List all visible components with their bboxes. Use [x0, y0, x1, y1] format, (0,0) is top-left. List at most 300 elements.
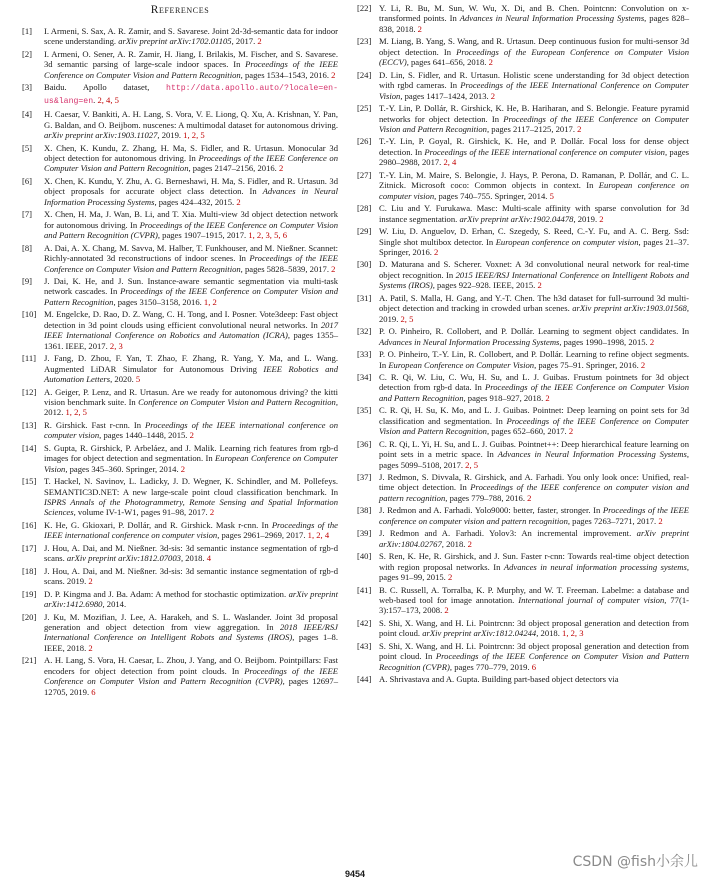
- reference-entry: [22, 243, 338, 274]
- venue-title: International journal of computer vision: [518, 595, 665, 606]
- backref-page-link[interactable]: 2: [658, 515, 663, 526]
- reference-segment: .: [93, 94, 98, 105]
- venue-title: Proceedings of the European Conference on Computer Vision (ECCV): [379, 46, 689, 68]
- reference-segment: J. Redmon and A. Farhadi. Yolo9000: better, faster, stronger. In: [379, 505, 603, 516]
- reference-segment: , pages 828–838, 2018.: [379, 13, 689, 34]
- reference-segment: , pages 21–37. Springer, 2016.: [379, 236, 689, 257]
- venue-title: arXiv preprint arXiv:1702.01105: [118, 36, 232, 47]
- reference-segment: , pages 1355–1361. IEEE, 2017.: [44, 330, 338, 351]
- reference-number: [3]: [22, 82, 33, 93]
- backref-page-link[interactable]: 2: [236, 196, 241, 207]
- reference-segment: A. Shrivastava and A. Gupta. Building part-based object detectors via: [379, 674, 619, 685]
- reference-number: [33]: [357, 349, 372, 360]
- reference-segment: C. Liu and Y. Furukawa. Masc: Multi-scale affinity with sparse convolution for 3d instance segmentation.: [379, 203, 689, 224]
- backref-page-link[interactable]: 2: [331, 263, 336, 274]
- reference-entry: [357, 170, 689, 201]
- reference-segment: , 2018.: [441, 538, 468, 549]
- venue-title: Conference on Computer Vision and Pattern Recognition: [138, 396, 336, 407]
- reference-text: [44, 612, 338, 654]
- reference-text: [44, 655, 338, 697]
- venue-title: Proceedings of the IEEE international conference on computer vision: [424, 146, 665, 157]
- venue-title: European conference on computer vision: [379, 180, 689, 201]
- reference-segment: X. Chen, H. Ma, J. Wan, B. Li, and T. Xia. Multi-view 3d object detection network for autonomous driving. In: [44, 209, 338, 230]
- reference-number: [6]: [22, 175, 33, 186]
- backref-page-link[interactable]: 2: [649, 336, 655, 347]
- venue-title: Proceedings of the IEEE Conference on Computer Vision and Pattern Recognition: [379, 382, 689, 403]
- reference-segment: , 2018.: [536, 628, 563, 639]
- reference-segment: , pages 12697–12705, 2019.: [44, 676, 338, 697]
- reference-number: [28]: [357, 203, 372, 214]
- reference-entry: [357, 103, 689, 134]
- backref-page-link[interactable]: 1, 2, 4: [307, 530, 330, 541]
- reference-number: [4]: [22, 109, 33, 120]
- reference-number: [30]: [357, 259, 372, 270]
- backref-page-link[interactable]: 2: [189, 430, 194, 441]
- reference-entry: [22, 209, 338, 240]
- reference-entry: [22, 309, 338, 351]
- url-link[interactable]: http://data.apollo.auto/?locale=en-us&lang=en: [44, 84, 338, 106]
- backref-page-link[interactable]: 2, 4: [443, 157, 457, 168]
- reference-entry: [357, 349, 689, 370]
- backref-page-link[interactable]: 1, 2, 3: [562, 628, 584, 639]
- reference-number: [8]: [22, 242, 33, 253]
- venue-title: Proceedings of the IEEE Conference on Computer Vision and Pattern Recognition: [379, 415, 689, 437]
- backref-page-link[interactable]: 4: [206, 553, 212, 564]
- reference-text: [379, 372, 689, 403]
- backref-page-link[interactable]: 1, 2: [203, 296, 217, 307]
- backref-page-link[interactable]: 2: [257, 36, 262, 47]
- reference-entry: [22, 443, 338, 474]
- reference-segment: S. Shi, X. Wang, and H. Li. Pointrcnn: 3d object proposal generation and detection from point cloud. In: [379, 640, 689, 662]
- backref-page-link[interactable]: 6: [531, 661, 537, 672]
- venue-title: European conference on computer vision: [495, 236, 639, 247]
- reference-text: [379, 226, 689, 257]
- reference-segment: A. Geiger, P. Lenz, and R. Urtasun. Are we ready for autonomous driving? the kitti vision benchmark suite. In: [44, 386, 338, 407]
- reference-number: [35]: [357, 405, 372, 416]
- reference-segment: I. Armeni, S. Sax, A. R. Zamir, and S. Savarese. Joint 2d-3d-semantic data for indoor scene understanding.: [44, 26, 338, 47]
- backref-page-link[interactable]: 2: [545, 392, 550, 403]
- reference-segment: T.-Y. Lin, P. Goyal, R. Girshick, K. He, and P. Dollár. Focal loss for dense object detection. In: [379, 136, 689, 157]
- backref-page-link[interactable]: 2, 5: [465, 459, 479, 470]
- reference-text: [379, 70, 689, 101]
- venue-title: Proceedings of the IEEE conference on computer vision and pattern recognition: [379, 505, 689, 526]
- reference-entry: [357, 472, 689, 503]
- venue-title: Proceedings of the IEEE conference on computer vision and pattern recognition: [379, 482, 689, 503]
- venue-title: ISPRS Annals of the Photogrammetry, Remote Sensing and Spatial Information Sciences: [44, 497, 338, 518]
- reference-number: [18]: [22, 565, 37, 576]
- reference-number: [20]: [22, 611, 37, 622]
- reference-segment: T.-Y. Lin, P. Dollár, R. Girshick, K. He, B. Hariharan, and S. Belongie. Feature pyramid networks for object detection. In: [379, 103, 689, 124]
- backref-page-link[interactable]: 2: [527, 492, 532, 503]
- reference-segment: S. Shi, X. Wang, and H. Li. Pointrcnn: 3d object proposal generation and detection from point cloud.: [379, 617, 689, 639]
- references-right-column: [357, 3, 689, 687]
- reference-segment: , pages 2980–2988, 2017.: [379, 146, 689, 168]
- reference-entry: [22, 612, 338, 654]
- reference-segment: J. Redmon, S. Divvala, R. Girshick, and A. Farhadi. You only look once: Unified, real-time object detection. In: [379, 472, 689, 493]
- reference-segment: , pages 5828–5839, 2017.: [240, 263, 332, 274]
- reference-segment: P. O. Pinheiro, R. Collobert, and P. Dollár. Learning to segment object candidates. In: [379, 326, 689, 337]
- backref-page-link[interactable]: 2: [209, 507, 215, 518]
- reference-entry: [357, 528, 689, 549]
- reference-segment: R. Girshick. Fast r-cnn. In: [44, 419, 145, 430]
- reference-segment: K. He, G. Gkioxari, P. Dollár, and R. Girshick. Mask r-cnn. In: [44, 519, 272, 530]
- reference-text: [44, 209, 338, 240]
- reference-segment: I. Armeni, O. Sener, A. R. Zamir, H. Jiang, I. Brilakis, M. Fischer, and S. Savarese. 3d semantic parsing of large-scale indoor spaces. In: [44, 48, 338, 70]
- reference-segment: W. Liu, D. Anguelov, D. Erhan, C. Szegedy, S. Reed, C.-Y. Fu, and A. C. Berg. Ssd: Single shot multibox detector. In: [379, 226, 689, 247]
- reference-segment: , volume IV-1-W1, pages 91–98, 2017.: [73, 507, 210, 518]
- backref-page-link[interactable]: 2: [447, 572, 453, 583]
- reference-number: [12]: [22, 386, 37, 397]
- backref-page-link[interactable]: 2, 5: [400, 313, 414, 324]
- reference-segment: D. Lin, S. Fidler, and R. Urtasun. Holistic scene understanding for 3d object detection with rgbd cameras. In: [379, 69, 689, 91]
- reference-segment: B. C. Russell, A. Torralba, K. P. Murphy, and W. T. Freeman. Labelme: a database and web-based tool for image annotation.: [379, 584, 689, 606]
- reference-segment: , 2019.: [379, 303, 689, 324]
- reference-number: [23]: [357, 36, 372, 47]
- reference-segment: , pages 1907–1915, 2017.: [157, 230, 249, 241]
- reference-number: [29]: [357, 226, 372, 237]
- reference-segment: X. Chen, K. Kundu, Z. Zhang, H. Ma, S. Fidler, and R. Urtasun. Monocular 3d object detection for autonomous driving. In: [44, 142, 338, 163]
- reference-entry: [22, 566, 338, 587]
- backref-page-link[interactable]: 2: [640, 359, 646, 370]
- reference-text: [379, 136, 689, 167]
- reference-segment: X. Chen, K. Kundu, Y. Zhu, A. G. Berneshawi, H. Ma, S. Fidler, and R. Urtasun. 3d object proposals for accurate object class detection. In: [44, 175, 338, 197]
- reference-text: [379, 349, 689, 370]
- reference-number: [19]: [22, 588, 37, 599]
- venue-title: arXiv preprint arXiv:1812.07003: [66, 553, 181, 564]
- backref-page-link[interactable]: 2: [488, 57, 493, 68]
- backref-page-link[interactable]: 2: [568, 426, 574, 437]
- backref-page-link[interactable]: 2, 3: [109, 340, 123, 351]
- reference-segment: , pages 770–779, 2019.: [449, 661, 532, 672]
- backref-page-link[interactable]: 2: [444, 605, 449, 616]
- backref-page-link[interactable]: 6: [91, 686, 96, 697]
- reference-segment: A. Dai, A. X. Chang, M. Savva, M. Halber, T. Funkhouser, and M. Nießner. Scannet: Richly-annotated 3d reconstructions of indoor scenes. In: [44, 242, 338, 264]
- venue-title: Proceedings of the IEEE international conference on computer vision: [44, 519, 338, 541]
- references-heading: References: [150, 4, 210, 16]
- reference-entry: [357, 405, 689, 436]
- reference-entry: [22, 143, 338, 174]
- reference-segment: S. Gupta, R. Girshick, P. Arbeláez, and J. Malik. Learning rich features from rgb-d images for object detection and segmentation. In: [44, 442, 338, 464]
- reference-entry: [22, 26, 338, 47]
- reference-text: [379, 326, 689, 347]
- reference-list-left: [22, 26, 338, 697]
- reference-segment: M. Engelcke, D. Rao, D. Z. Wang, C. H. Tong, and I. Posner. Vote3deep: Fast object detection in 3d point clouds using efficient convolutional neural networks. In: [44, 309, 338, 330]
- reference-number: [40]: [357, 551, 372, 562]
- venue-title: Proceedings of the IEEE Conference on Computer Vision and Pattern Recognition (CVPR): [44, 219, 338, 241]
- reference-text: [44, 387, 338, 418]
- reference-number: [36]: [357, 438, 372, 449]
- backref-page-link[interactable]: 2, 4, 5: [97, 94, 119, 105]
- reference-entry: [357, 36, 689, 67]
- reference-text: [44, 566, 338, 587]
- reference-text: [379, 293, 689, 324]
- reference-segment: S. Ren, K. He, R. Girshick, and J. Sun. Faster r-cnn: Towards real-time object detection with region proposal networks. In: [379, 551, 689, 572]
- reference-text: [379, 3, 689, 34]
- venue-title: 2018 IEEE/RSJ International Conference on Intelligent Robots and Systems (IROS): [44, 622, 338, 643]
- backref-page-link[interactable]: 2: [577, 123, 582, 134]
- reference-entry: [22, 387, 338, 418]
- reference-text: [379, 618, 689, 639]
- reference-segment: C. R. Qi, H. Su, K. Mo, and L. J. Guibas. Pointnet: Deep learning on point sets for 3d classification and segmentation. In: [379, 405, 689, 426]
- reference-segment: , pages 641–656, 2018.: [406, 57, 489, 68]
- reference-text: [379, 472, 689, 503]
- reference-entry: [357, 618, 689, 639]
- reference-number: [2]: [22, 48, 33, 59]
- reference-entry: [357, 70, 689, 101]
- reference-number: [32]: [357, 326, 372, 337]
- venue-title: Advances in Neural Information Processing Systems: [379, 336, 560, 347]
- reference-segment: , pages 424–432, 2015.: [154, 196, 237, 207]
- reference-number: [44]: [357, 674, 372, 685]
- reference-segment: , 2020.: [110, 374, 136, 385]
- reference-entry: [22, 520, 338, 541]
- reference-entry: [22, 353, 338, 384]
- venue-title: 2015 IEEE/RSJ International Conference on Intelligent Robots and Systems (IROS): [379, 269, 690, 291]
- reference-text: [44, 543, 338, 564]
- reference-number: [38]: [357, 505, 372, 516]
- reference-number: [37]: [357, 472, 372, 483]
- reference-entry: [357, 551, 689, 582]
- reference-number: [27]: [357, 169, 372, 180]
- reference-text: [44, 443, 338, 474]
- reference-text: [44, 309, 338, 351]
- backref-page-link[interactable]: 2: [467, 538, 472, 549]
- venue-title: arXiv preprint arXiv:1902.04478: [459, 213, 574, 224]
- reference-segment: , pages 2961–2969, 2017.: [217, 530, 308, 541]
- reference-segment: J. Dai, K. He, and J. Sun. Instance-aware semantic segmentation via multi-task network cascades. In: [44, 275, 338, 297]
- reference-entry: [357, 259, 689, 290]
- reference-number: [22]: [357, 3, 372, 13]
- reference-entry: [357, 641, 689, 672]
- reference-number: [39]: [357, 528, 372, 539]
- reference-text: [379, 259, 689, 290]
- reference-segment: , pages 1417–1424, 2013.: [400, 90, 491, 101]
- reference-text: [44, 476, 338, 518]
- reference-segment: , pages 1990–1998, 2015.: [559, 336, 650, 347]
- reference-text: [379, 103, 689, 134]
- reference-segment: , pages 922–928. IEEE, 2015.: [432, 280, 538, 291]
- reference-list-right: [357, 3, 689, 685]
- reference-entry: [357, 136, 689, 167]
- reference-number: [16]: [22, 519, 37, 530]
- reference-segment: , pages 7263–7271, 2017.: [567, 515, 659, 526]
- backref-page-link[interactable]: 2: [88, 642, 93, 653]
- reference-number: [13]: [22, 419, 37, 430]
- backref-page-link[interactable]: 2: [278, 163, 284, 174]
- backref-page-link[interactable]: 2: [331, 69, 336, 80]
- reference-entry: [357, 226, 689, 257]
- backref-page-link[interactable]: 2: [490, 90, 496, 101]
- csdn-watermark: CSDN @fish小余儿: [572, 854, 698, 870]
- reference-segment: , pages 740–755. Springer, 2014.: [434, 190, 550, 201]
- reference-text: [44, 520, 338, 541]
- reference-text: [44, 176, 338, 207]
- reference-segment: , pages 91–99, 2015.: [379, 561, 689, 583]
- reference-segment: J. Redmon and A. Farhadi. Yolov3: An incremental improvement.: [379, 528, 637, 539]
- reference-text: [379, 203, 689, 224]
- reference-number: [1]: [22, 26, 33, 36]
- reference-segment: J. Hou, A. Dai, and M. Nießner. 3d-sis: 3d semantic instance segmentation of rgb-d scans. 2019.: [44, 565, 338, 587]
- reference-entry: [22, 476, 338, 518]
- venue-title: arXiv preprint arXiv:1804.02767: [379, 528, 690, 549]
- backref-page-link[interactable]: 1, 2, 5: [65, 407, 87, 418]
- reference-text: [379, 585, 689, 616]
- reference-number: [7]: [22, 209, 33, 220]
- reference-segment: , pages 1–8. IEEE, 2018.: [44, 632, 338, 653]
- backref-page-link[interactable]: 2: [88, 576, 93, 587]
- reference-text: [379, 528, 689, 549]
- venue-title: Proceedings of the IEEE Conference on Computer Vision and Pattern Recognition: [44, 152, 338, 174]
- reference-number: [26]: [357, 136, 372, 147]
- reference-segment: , pages 2117–2125, 2017.: [486, 123, 578, 134]
- reference-segment: D. P. Kingma and J. Ba. Adam: A method for stochastic optimization.: [44, 588, 289, 599]
- reference-text: [379, 641, 689, 672]
- reference-text: [44, 243, 338, 274]
- venue-title: European Conference on Computer Vision: [388, 359, 535, 370]
- reference-segment: , 77(1-3):157–173, 2008.: [379, 595, 689, 616]
- reference-segment: J. Fang, D. Zhou, F. Yan, T. Zhao, F. Zhang, R. Yang, Y. Ma, and L. Wang. Augmented LiDAR Simulator for Autonomous Driving: [44, 353, 338, 374]
- backref-page-link[interactable]: 5: [135, 374, 141, 385]
- reference-entry: [357, 439, 689, 470]
- reference-segment: Baidu. Apollo dataset,: [44, 82, 167, 93]
- reference-segment: J. Hou, A. Dai, and M. Nießner. 3d-sis: 3d semantic instance segmentation of rgb-d scans.: [44, 542, 338, 564]
- reference-number: [17]: [22, 542, 37, 553]
- venue-title: European Conference on Computer Vision: [44, 453, 338, 474]
- reference-entry: [357, 505, 689, 526]
- reference-entry: [357, 3, 689, 34]
- page-number: 9454: [344, 869, 366, 879]
- backref-page-link[interactable]: 2: [180, 463, 186, 474]
- reference-segment: A. H. Lang, S. Vora, H. Caesar, L. Zhou, J. Yang, and O. Beijbom. Pointpillars: Fast encoders for object detection from point clouds. In: [44, 655, 338, 676]
- venue-title: Advances in Neural Information Processing Systems: [459, 13, 645, 24]
- reference-text: [44, 143, 338, 174]
- reference-segment: , pages 2147–2156, 2016.: [188, 163, 279, 174]
- reference-number: [42]: [357, 617, 372, 628]
- reference-entry: [357, 372, 689, 403]
- reference-number: [43]: [357, 640, 372, 651]
- venue-title: 2017 IEEE International Conference on Robotics and Automation (ICRA): [44, 319, 338, 341]
- reference-number: [15]: [22, 476, 37, 487]
- reference-number: [9]: [22, 275, 33, 286]
- reference-text: [44, 353, 338, 384]
- reference-entry: [22, 543, 338, 564]
- reference-segment: , pages 1440–1448, 2015.: [99, 430, 190, 441]
- venue-title: Proceedings of the IEEE Conference on Computer Vision and Pattern Recognition: [44, 59, 338, 80]
- venue-title: Proceedings of the IEEE International Conference on Computer Vision: [379, 80, 689, 101]
- backref-page-link[interactable]: 5: [549, 190, 554, 201]
- venue-title: Proceedings of the IEEE Conference on Computer Vision and Pattern Recognition: [44, 253, 338, 274]
- reference-segment: , 2018.: [180, 553, 207, 564]
- reference-text: [44, 276, 338, 307]
- reference-text: [379, 674, 689, 684]
- reference-segment: J. Ku, M. Mozifian, J. Lee, A. Harakeh, and S. L. Waslander. Joint 3d proposal generation and object detection from view aggregation. In: [44, 611, 338, 633]
- references-left-column: [22, 3, 338, 699]
- reference-segment: , 2017.: [231, 36, 258, 47]
- reference-segment: P. O. Pinheiro, T.-Y. Lin, R. Collobert, and P. Dollár. Learning to refine object segments. In: [379, 349, 689, 370]
- reference-segment: , pages 345–360. Springer, 2014.: [65, 463, 181, 474]
- reference-segment: C. R. Qi, W. Liu, C. Wu, H. Su, and L. J. Guibas. Frustum pointnets for 3d object detection from rgb-d data. In: [379, 371, 689, 393]
- backref-page-link[interactable]: 1, 2, 5: [183, 130, 205, 141]
- reference-entry: [357, 293, 689, 324]
- reference-text: [379, 405, 689, 436]
- reference-segment: , pages 5099–5108, 2017.: [379, 449, 690, 470]
- reference-text: [44, 26, 338, 47]
- reference-entry: [22, 49, 338, 80]
- venue-title: IEEE Robotics and Automation Letters: [44, 363, 338, 385]
- reference-segment: , pages 75–91. Springer, 2016.: [534, 359, 641, 370]
- reference-entry: [22, 420, 338, 441]
- reference-entry: [357, 203, 689, 224]
- reference-entry: [357, 674, 689, 684]
- reference-entry: [22, 276, 338, 307]
- reference-segment: , pages 1534–1543, 2016.: [240, 69, 332, 80]
- reference-segment: T.-Y. Lin, M. Maire, S. Belongie, J. Hays, P. Perona, D. Ramanan, P. Dollár, and C. L. Zitnick. Microsoft coco: Common objects in context. In: [379, 169, 689, 191]
- reference-entry: [22, 176, 338, 207]
- venue-title: Proceedings of the IEEE Conference on Computer Vision and Pattern Recognition (CVPR): [379, 651, 689, 672]
- reference-segment: , pages 779–788, 2016.: [445, 492, 528, 503]
- reference-text: [44, 49, 338, 80]
- reference-number: [41]: [357, 584, 372, 595]
- reference-segment: A. Patil, S. Malla, H. Gang, and Y.-T. Chen. The h3d dataset for full-surround 3d multi-object detection and tracking in crowded urban scenes.: [379, 292, 689, 314]
- reference-number: [34]: [357, 371, 372, 382]
- reference-segment: C. R. Qi, L. Yi, H. Su, and L. J. Guibas. Pointnet++: Deep hierarchical feature learning on point sets in a metric space. In: [379, 438, 689, 460]
- venue-title: Advances in Neural Information Processing Systems: [497, 449, 687, 460]
- reference-segment: D. Maturana and S. Scherer. Voxnet: A 3d convolutional neural network for real-time object recognition. In: [379, 259, 689, 280]
- backref-page-link[interactable]: 1, 2, 3, 5, 6: [248, 230, 287, 241]
- reference-entry: [22, 655, 338, 697]
- venue-title: Proceedings of the IEEE Conference on Computer Vision and Pattern Recognition: [379, 113, 689, 134]
- reference-entry: [22, 589, 338, 610]
- venue-title: Advances in Neural Information Processing Systems: [44, 186, 338, 207]
- backref-page-link[interactable]: 2: [417, 23, 422, 34]
- reference-number: [14]: [22, 442, 37, 453]
- reference-segment: Y. Li, R. Bu, M. Sun, W. Wu, X. Di, and B. Chen. Pointcnn: Convolution on x-transformed points. In: [379, 3, 689, 24]
- venue-title: arXiv preprint arXiv:1412.6980: [44, 588, 338, 610]
- venue-title: arXiv preprint arXiv:1903.11027: [44, 130, 158, 141]
- backref-page-link[interactable]: 2: [599, 213, 604, 224]
- reference-number: [11]: [22, 353, 36, 364]
- reference-entry: [22, 82, 338, 107]
- reference-segment: , pages 3150–3158, 2016.: [113, 296, 204, 307]
- reference-number: [21]: [22, 655, 37, 666]
- reference-number: [24]: [357, 69, 372, 80]
- reference-text: [379, 439, 689, 470]
- reference-number: [31]: [357, 292, 372, 303]
- reference-text: [379, 36, 689, 67]
- reference-number: [10]: [22, 309, 37, 320]
- reference-text: [379, 551, 689, 582]
- reference-text: [44, 109, 338, 140]
- venue-title: Proceedings of the IEEE Conference on Computer Vision and Pattern Recognition (CVPR): [44, 665, 338, 687]
- venue-title: arXiv preprint arXiv:1812.04244: [422, 628, 537, 639]
- reference-entry: [357, 585, 689, 616]
- reference-entry: [22, 109, 338, 140]
- reference-text: [379, 170, 689, 201]
- reference-text: [44, 589, 338, 610]
- reference-text: [379, 505, 689, 526]
- reference-segment: , 2019.: [573, 213, 600, 224]
- backref-page-link[interactable]: 2: [537, 280, 542, 291]
- backref-page-link[interactable]: 2: [434, 246, 439, 257]
- reference-number: [25]: [357, 103, 372, 114]
- reference-segment: , pages 918–927, 2018.: [463, 392, 546, 403]
- venue-title: Proceedings of the IEEE Conference on Computer Vision and Pattern Recognition: [44, 286, 338, 307]
- reference-text: [44, 420, 338, 441]
- reference-segment: , 2012.: [44, 396, 338, 418]
- reference-number: [5]: [22, 142, 33, 153]
- venue-title: arXiv preprint arXiv:1903.01568: [572, 303, 687, 314]
- reference-text: [44, 82, 338, 107]
